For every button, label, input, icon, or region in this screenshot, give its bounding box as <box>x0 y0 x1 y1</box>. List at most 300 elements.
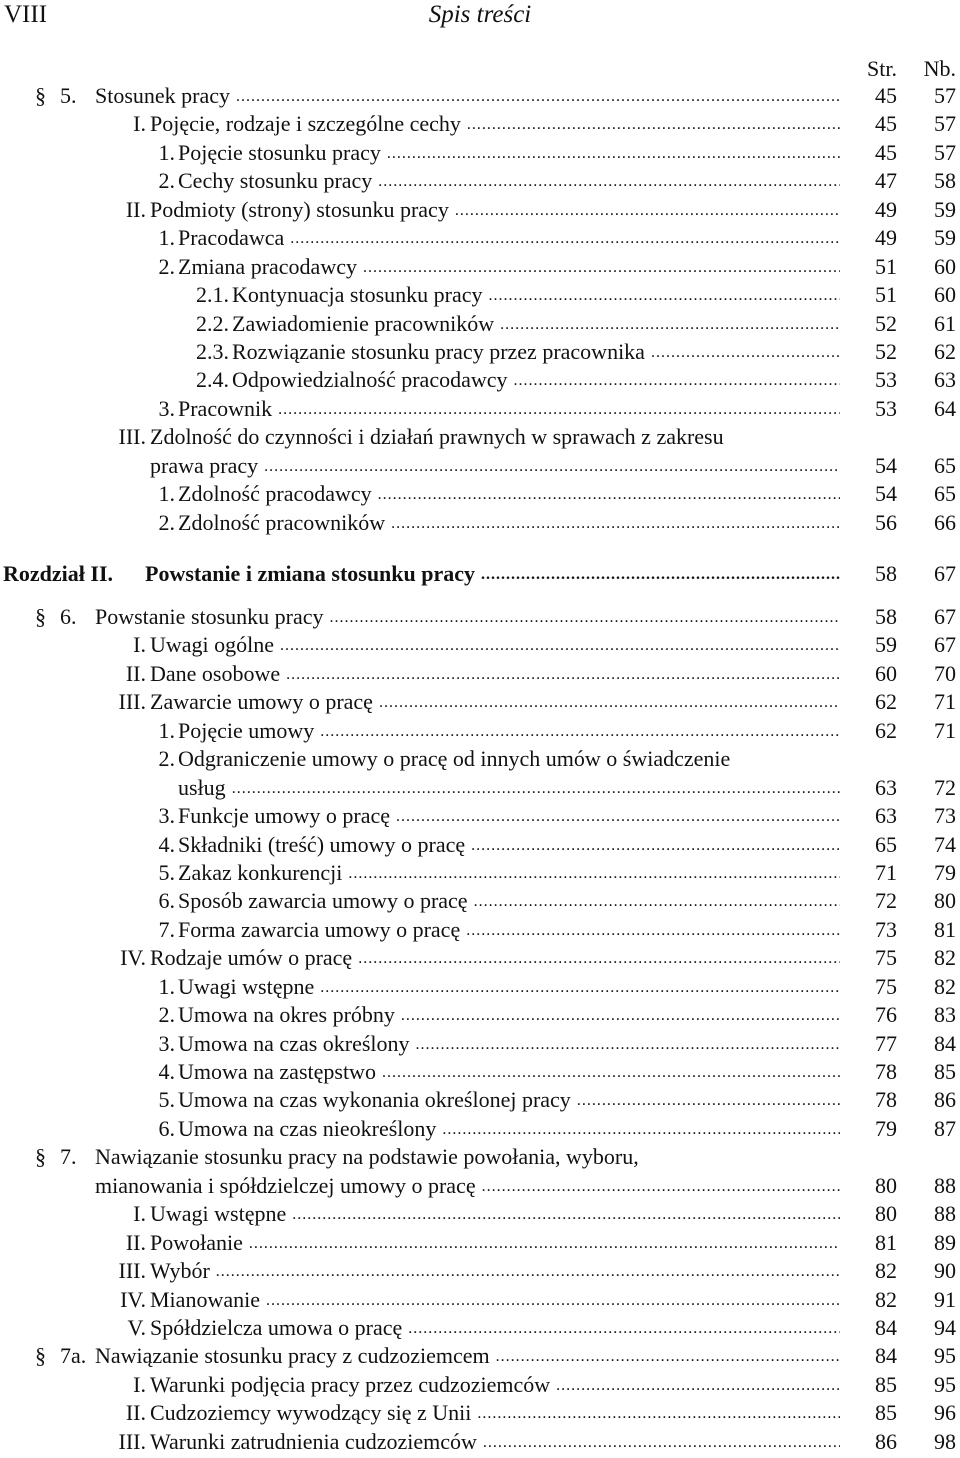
toc-page-number: 62 <box>875 717 897 743</box>
toc-entry-title: Zmiana pracodawcy <box>178 253 357 279</box>
toc-page-number: 81 <box>875 1229 897 1255</box>
toc-entry-title: Cudzoziemcy wywodzący się z Unii <box>150 1400 472 1426</box>
dot-leader <box>391 509 840 539</box>
toc-page-number: 78 <box>875 1059 897 1084</box>
toc-margin-number: 79 <box>934 859 956 885</box>
toc-page-number: 65 <box>875 831 897 857</box>
toc-entry-title-wrap <box>178 745 840 773</box>
toc-entry-title-wrap <box>150 944 840 974</box>
toc-entry-title: Uwagi wstępne <box>150 1201 287 1227</box>
dot-leader <box>396 802 840 832</box>
toc-entry-title: Powstanie i zmiana stosunku pracy <box>145 561 476 586</box>
toc-page-number: 77 <box>875 1030 897 1056</box>
toc-chapter-row <box>0 560 960 590</box>
toc-margin-number: 61 <box>934 310 956 336</box>
toc-margin-number: 90 <box>934 1258 956 1284</box>
toc-row <box>0 1086 960 1114</box>
toc-entry-title-wrap <box>150 1428 840 1458</box>
toc-entry-title-wrap <box>150 1257 840 1287</box>
toc-row <box>0 1371 960 1399</box>
toc-entry-number: V. <box>127 1314 146 1340</box>
toc-entry-number: 3. <box>158 803 175 829</box>
toc-entry-number: 6. <box>60 604 77 629</box>
toc-entry-number: 2.2. <box>196 310 229 336</box>
toc-margin-number: 89 <box>934 1229 956 1255</box>
toc-entry-title-wrap <box>150 1229 840 1259</box>
toc-page-number: 60 <box>875 660 897 686</box>
toc-margin-number: 70 <box>934 660 956 686</box>
toc-entry-number: III. <box>118 424 146 450</box>
toc-entry-number: 6. <box>158 888 175 914</box>
toc-entry-title-wrap <box>150 1200 840 1230</box>
toc-page-number: 51 <box>875 282 897 308</box>
dot-leader <box>379 688 840 718</box>
toc-page-number: 71 <box>875 859 897 885</box>
toc-entry-title-wrap <box>150 1371 840 1401</box>
toc-entry-number: 5. <box>60 83 77 108</box>
toc-entry-title-wrap <box>232 281 840 311</box>
dot-leader <box>320 717 840 747</box>
dot-leader <box>474 887 840 917</box>
toc-entry-number: 1. <box>158 973 175 999</box>
dot-leader <box>455 196 840 226</box>
toc-entry-title: Odgraniczenie umowy o pracę od innych umów o świadczenie <box>178 746 731 772</box>
toc-page-number: 63 <box>875 774 897 800</box>
toc-row <box>0 1399 960 1427</box>
dot-leader <box>278 395 840 425</box>
toc-row <box>0 224 960 252</box>
toc-entry-title-wrap <box>178 509 840 539</box>
toc-row <box>0 660 960 688</box>
dot-leader <box>382 1058 840 1088</box>
toc-page-number: 76 <box>875 1002 897 1028</box>
dot-leader <box>483 1428 840 1458</box>
toc-row <box>0 802 960 830</box>
toc-entry-title: Rozwiązanie stosunku pracy przez pracownika <box>232 338 645 364</box>
toc-entry-number: 5. <box>158 1087 175 1113</box>
toc-page-number: 85 <box>875 1371 897 1397</box>
toc-row <box>0 509 960 537</box>
toc-margin-number: 82 <box>934 945 956 971</box>
toc-page-number: 84 <box>875 1343 897 1369</box>
toc-entry-title-wrap <box>178 1058 840 1088</box>
toc-row <box>0 423 960 451</box>
toc-entry-title-wrap <box>150 688 840 718</box>
toc-page-number: 53 <box>875 367 897 393</box>
toc-margin-number: 58 <box>934 168 956 194</box>
toc-margin-number: 84 <box>934 1030 956 1056</box>
dot-leader <box>481 560 840 590</box>
toc-row <box>0 745 960 773</box>
toc-page-number: 51 <box>875 253 897 279</box>
toc-entry-title: Cechy stosunku pracy <box>178 168 373 194</box>
dot-leader <box>556 1371 840 1401</box>
toc-entry-title-wrap <box>178 717 840 747</box>
toc-entry-title-wrap <box>178 1115 840 1145</box>
toc-margin-number: 64 <box>934 395 956 421</box>
toc-margin-number: 86 <box>934 1087 956 1113</box>
toc-entry-title-wrap <box>178 480 840 510</box>
toc-entry-title: Umowa na zastępstwo <box>178 1059 376 1084</box>
toc-entry-title: Nawiązanie stosunku pracy z cudzoziemcem <box>95 1343 490 1369</box>
toc-entry-number: 2. <box>158 168 175 194</box>
toc-entry-number: 1. <box>158 139 175 165</box>
toc-page-number: 73 <box>875 916 897 942</box>
toc-margin-number: 67 <box>934 604 956 629</box>
dot-leader <box>320 973 840 1003</box>
toc-margin-number: 67 <box>934 632 956 658</box>
dot-leader <box>286 660 840 690</box>
toc-entry-number: 5. <box>158 859 175 885</box>
toc-entry-title: mianowania i spółdzielczej umowy o pracę <box>95 1172 476 1198</box>
margin-number-column-header: Nb. <box>923 56 956 81</box>
toc-entry-title-wrap <box>178 224 840 254</box>
toc-section-row <box>0 1143 960 1171</box>
dot-leader <box>280 631 840 661</box>
dot-leader <box>467 110 840 140</box>
toc-entry-title: Pojęcie, rodzaje i szczególne cechy <box>150 111 461 137</box>
toc-row <box>0 281 960 309</box>
toc-margin-number: 66 <box>934 509 956 535</box>
dot-leader <box>264 452 840 482</box>
toc-entry-title: Kontynuacja stosunku pracy <box>232 282 483 308</box>
toc-row <box>0 167 960 195</box>
toc-entry-title: Warunki podjęcia pracy przez cudzoziemców <box>150 1371 551 1397</box>
dot-leader <box>401 1001 840 1031</box>
toc-row <box>0 1058 960 1086</box>
toc-entry-number: IV. <box>120 1286 146 1312</box>
toc-entry-title-wrap <box>178 916 840 946</box>
toc-entry-number: 2. <box>158 1002 175 1028</box>
toc-margin-number: 73 <box>934 803 956 829</box>
toc-entry-number: 1. <box>158 717 175 743</box>
dot-leader <box>496 1342 840 1372</box>
toc-margin-number: 85 <box>934 1059 956 1084</box>
toc-margin-number: 88 <box>934 1201 956 1227</box>
toc-row <box>0 1286 960 1314</box>
dot-leader <box>266 1286 840 1316</box>
toc-row <box>0 631 960 659</box>
toc-entry-title: usług <box>178 774 226 800</box>
toc-margin-number: 60 <box>934 282 956 308</box>
toc-entry-title-wrap <box>232 366 840 396</box>
toc-entry-number: Rozdział II. <box>3 561 113 586</box>
toc-page-number: 56 <box>875 509 897 535</box>
toc-row <box>0 831 960 859</box>
toc-entry-number: 7a. <box>60 1343 87 1369</box>
toc-entry-number: 7. <box>60 1144 77 1170</box>
dot-leader <box>249 1229 840 1259</box>
toc-entry-title: Stosunek pracy <box>95 83 231 108</box>
dot-leader <box>348 859 840 889</box>
toc-row <box>0 916 960 944</box>
toc-margin-number: 65 <box>934 481 956 507</box>
dot-leader <box>471 831 840 861</box>
dot-leader <box>378 167 840 197</box>
toc-margin-number: 98 <box>934 1428 956 1454</box>
toc-entry-number: 2.1. <box>196 282 229 308</box>
toc-entry-title: Funkcje umowy o pracę <box>178 803 390 829</box>
toc-entry-title-wrap <box>232 338 840 368</box>
dot-leader <box>378 480 840 510</box>
toc-row <box>0 395 960 423</box>
toc-page-number: 49 <box>875 225 897 251</box>
toc-entry-title-wrap <box>95 1143 840 1171</box>
toc-entry-number: II. <box>125 1229 146 1255</box>
toc-row <box>0 1200 960 1228</box>
toc-page-number: 45 <box>875 83 897 108</box>
toc-row <box>0 1115 960 1143</box>
toc-entry-title-wrap <box>150 110 840 140</box>
dot-leader <box>290 224 840 254</box>
toc-entry-title-wrap <box>178 167 840 197</box>
toc-entry-number: III. <box>118 1428 146 1454</box>
table-of-contents <box>0 82 960 1456</box>
toc-entry-title: Forma zawarcia umowy o pracę <box>178 916 461 942</box>
dot-leader <box>489 281 841 311</box>
section-mark-icon: § <box>35 83 46 108</box>
toc-entry-number: 2.4. <box>196 367 229 393</box>
toc-entry-title: Uwagi wstępne <box>178 973 315 999</box>
dot-leader <box>216 1257 840 1287</box>
toc-margin-number: 95 <box>934 1371 956 1397</box>
dot-leader <box>408 1314 840 1344</box>
toc-entry-number: IV. <box>120 945 146 971</box>
toc-page-number: 85 <box>875 1400 897 1426</box>
toc-page-number: 58 <box>875 561 897 586</box>
toc-page-number: 82 <box>875 1258 897 1284</box>
toc-margin-number: 88 <box>934 1172 956 1198</box>
toc-entry-number: III. <box>118 1258 146 1284</box>
toc-entry-number: I. <box>133 1371 146 1397</box>
toc-row <box>0 717 960 745</box>
toc-entry-title-wrap <box>178 802 840 832</box>
toc-entry-title-wrap <box>178 1086 840 1116</box>
toc-page-number: 75 <box>875 945 897 971</box>
toc-entry-title: Wybór <box>150 1258 210 1284</box>
toc-entry-number: II. <box>125 196 146 222</box>
running-title: Spis treści <box>428 1 532 28</box>
toc-entry-title-wrap <box>150 660 840 690</box>
toc-entry-title: Zdolność do czynności i działań prawnych w sprawach z zakresu <box>150 424 724 450</box>
dot-leader <box>236 82 840 112</box>
toc-row <box>0 1428 960 1456</box>
toc-entry-title-wrap <box>95 82 840 112</box>
toc-row <box>0 310 960 338</box>
toc-margin-number: 83 <box>934 1002 956 1028</box>
toc-page-number: 54 <box>875 452 897 478</box>
toc-entry-title: Zawarcie umowy o pracę <box>150 689 373 715</box>
toc-entry-title-wrap <box>95 1342 840 1372</box>
page-header <box>0 0 960 30</box>
dot-leader <box>466 916 840 946</box>
toc-entry-title: Powołanie <box>150 1229 243 1255</box>
toc-entry-title-wrap <box>150 452 840 482</box>
toc-entry-title-wrap <box>178 395 840 425</box>
toc-margin-number: 57 <box>934 111 956 137</box>
toc-entry-number: 4. <box>158 1059 175 1084</box>
toc-entry-number: 3. <box>158 395 175 421</box>
toc-margin-number: 80 <box>934 888 956 914</box>
toc-entry-title-wrap <box>150 1314 840 1344</box>
toc-page-number: 53 <box>875 395 897 421</box>
toc-margin-number: 60 <box>934 253 956 279</box>
toc-entry-title: Umowa na czas nieokreślony <box>178 1115 437 1141</box>
toc-entry-title-wrap <box>95 1172 840 1202</box>
toc-entry-title-wrap <box>150 631 840 661</box>
toc-page-number: 78 <box>875 1087 897 1113</box>
toc-page-number: 63 <box>875 803 897 829</box>
toc-entry-title: Sposób zawarcia umowy o pracę <box>178 888 468 914</box>
toc-entry-number: I. <box>133 111 146 137</box>
toc-row <box>0 1030 960 1058</box>
toc-page-number: 54 <box>875 481 897 507</box>
toc-row <box>0 452 960 480</box>
toc-page-number: 49 <box>875 196 897 222</box>
toc-margin-number: 95 <box>934 1343 956 1369</box>
toc-entry-number: 2. <box>158 253 175 279</box>
toc-margin-number: 81 <box>934 916 956 942</box>
toc-entry-title: Umowa na okres próbny <box>178 1002 395 1028</box>
toc-row <box>0 253 960 281</box>
toc-entry-title: Uwagi ogólne <box>150 632 275 658</box>
toc-row <box>0 944 960 972</box>
toc-page-number: 79 <box>875 1115 897 1141</box>
toc-entry-title: prawa pracy <box>150 452 259 478</box>
toc-row <box>0 1172 960 1200</box>
section-mark-icon: § <box>35 1343 46 1369</box>
toc-entry-number: 1. <box>158 481 175 507</box>
toc-row <box>0 887 960 915</box>
dot-leader <box>442 1115 840 1145</box>
toc-page-number: 62 <box>875 689 897 715</box>
toc-row <box>0 774 960 802</box>
toc-margin-number: 57 <box>934 139 956 165</box>
toc-entry-title-wrap <box>178 1030 840 1060</box>
toc-margin-number: 62 <box>934 338 956 364</box>
toc-row <box>0 1001 960 1029</box>
toc-entry-title-wrap <box>178 139 840 169</box>
toc-page-number: 45 <box>875 111 897 137</box>
toc-page-number: 59 <box>875 632 897 658</box>
toc-row <box>0 338 960 366</box>
toc-section-row <box>0 603 960 631</box>
toc-entry-title: Podmioty (strony) stosunku pracy <box>150 196 449 222</box>
toc-entry-title-wrap <box>178 887 840 917</box>
dot-leader <box>577 1086 840 1116</box>
toc-entry-number: I. <box>133 632 146 658</box>
toc-row <box>0 480 960 508</box>
toc-row <box>0 1257 960 1285</box>
toc-entry-title: Pracodawca <box>178 225 285 251</box>
toc-page-number: 58 <box>875 604 897 629</box>
toc-entry-title-wrap <box>178 973 840 1003</box>
dot-leader <box>477 1399 840 1429</box>
page-column-header: Str. <box>867 56 897 81</box>
toc-margin-number: 94 <box>934 1314 956 1340</box>
toc-page-number: 84 <box>875 1314 897 1340</box>
toc-entry-title: Warunki zatrudnienia cudzoziemców <box>150 1428 477 1454</box>
dot-leader <box>330 603 840 633</box>
toc-entry-number: 6. <box>158 1115 175 1141</box>
toc-entry-title: Składniki (treść) umowy o pracę <box>178 831 466 857</box>
toc-page-number: 72 <box>875 888 897 914</box>
toc-margin-number: 57 <box>934 83 956 108</box>
toc-margin-number: 87 <box>934 1115 956 1141</box>
toc-entry-title: Odpowiedzialność pracodawcy <box>232 367 508 393</box>
toc-margin-number: 67 <box>934 561 956 586</box>
toc-margin-number: 71 <box>934 689 956 715</box>
toc-margin-number: 72 <box>934 774 956 800</box>
toc-margin-number: 96 <box>934 1400 956 1426</box>
toc-page-number: 75 <box>875 973 897 999</box>
toc-entry-title: Spółdzielcza umowa o pracę <box>150 1314 403 1340</box>
toc-page-number: 52 <box>875 310 897 336</box>
toc-entry-title-wrap <box>178 859 840 889</box>
toc-entry-title-wrap <box>150 196 840 226</box>
toc-row <box>0 196 960 224</box>
toc-entry-title-wrap <box>150 423 840 451</box>
toc-entry-number: 4. <box>158 831 175 857</box>
toc-margin-number: 71 <box>934 717 956 743</box>
dot-leader <box>500 310 840 340</box>
dot-leader <box>416 1030 840 1060</box>
toc-entry-number: 2. <box>158 509 175 535</box>
toc-entry-number: 2. <box>158 746 175 772</box>
dot-leader <box>482 1172 840 1202</box>
toc-entry-number: III. <box>118 689 146 715</box>
toc-page-number: 82 <box>875 1286 897 1312</box>
toc-entry-title-wrap <box>95 603 840 633</box>
toc-entry-title-wrap <box>178 831 840 861</box>
toc-entry-title: Umowa na czas wykonania określonej pracy <box>178 1087 571 1113</box>
toc-entry-title-wrap <box>145 560 840 590</box>
toc-entry-title-wrap <box>150 1399 840 1429</box>
toc-row <box>0 973 960 1001</box>
toc-row <box>0 1229 960 1257</box>
toc-row <box>0 688 960 716</box>
toc-page-number: 80 <box>875 1172 897 1198</box>
toc-margin-number: 82 <box>934 973 956 999</box>
dot-leader <box>358 944 840 974</box>
toc-entry-title-wrap <box>178 253 840 283</box>
toc-entry-title: Zakaz konkurencji <box>178 859 343 885</box>
toc-entry-title: Dane osobowe <box>150 660 281 686</box>
section-mark-icon: § <box>35 604 46 629</box>
toc-entry-title: Rodzaje umów o pracę <box>150 945 353 971</box>
column-headers <box>0 55 960 83</box>
toc-entry-title-wrap <box>178 1001 840 1031</box>
toc-margin-number: 91 <box>934 1286 956 1312</box>
toc-entry-number: 1. <box>158 225 175 251</box>
toc-page-number: 45 <box>875 139 897 165</box>
toc-entry-title: Nawiązanie stosunku pracy na podstawie powołania, wyboru, <box>95 1144 639 1170</box>
toc-entry-number: 7. <box>158 916 175 942</box>
toc-entry-title: Umowa na czas określony <box>178 1030 410 1056</box>
toc-entry-title: Zdolność pracowników <box>178 509 386 535</box>
page-number: VIII <box>4 1 48 28</box>
toc-row <box>0 1314 960 1342</box>
toc-entry-title: Zawiadomienie pracowników <box>232 310 495 336</box>
dot-leader <box>363 253 840 283</box>
toc-page-number: 52 <box>875 338 897 364</box>
toc-row <box>0 139 960 167</box>
dot-leader <box>232 774 840 804</box>
toc-margin-number: 65 <box>934 452 956 478</box>
toc-entry-number: 3. <box>158 1030 175 1056</box>
toc-entry-number: II. <box>125 660 146 686</box>
toc-entry-number: 2.3. <box>196 338 229 364</box>
